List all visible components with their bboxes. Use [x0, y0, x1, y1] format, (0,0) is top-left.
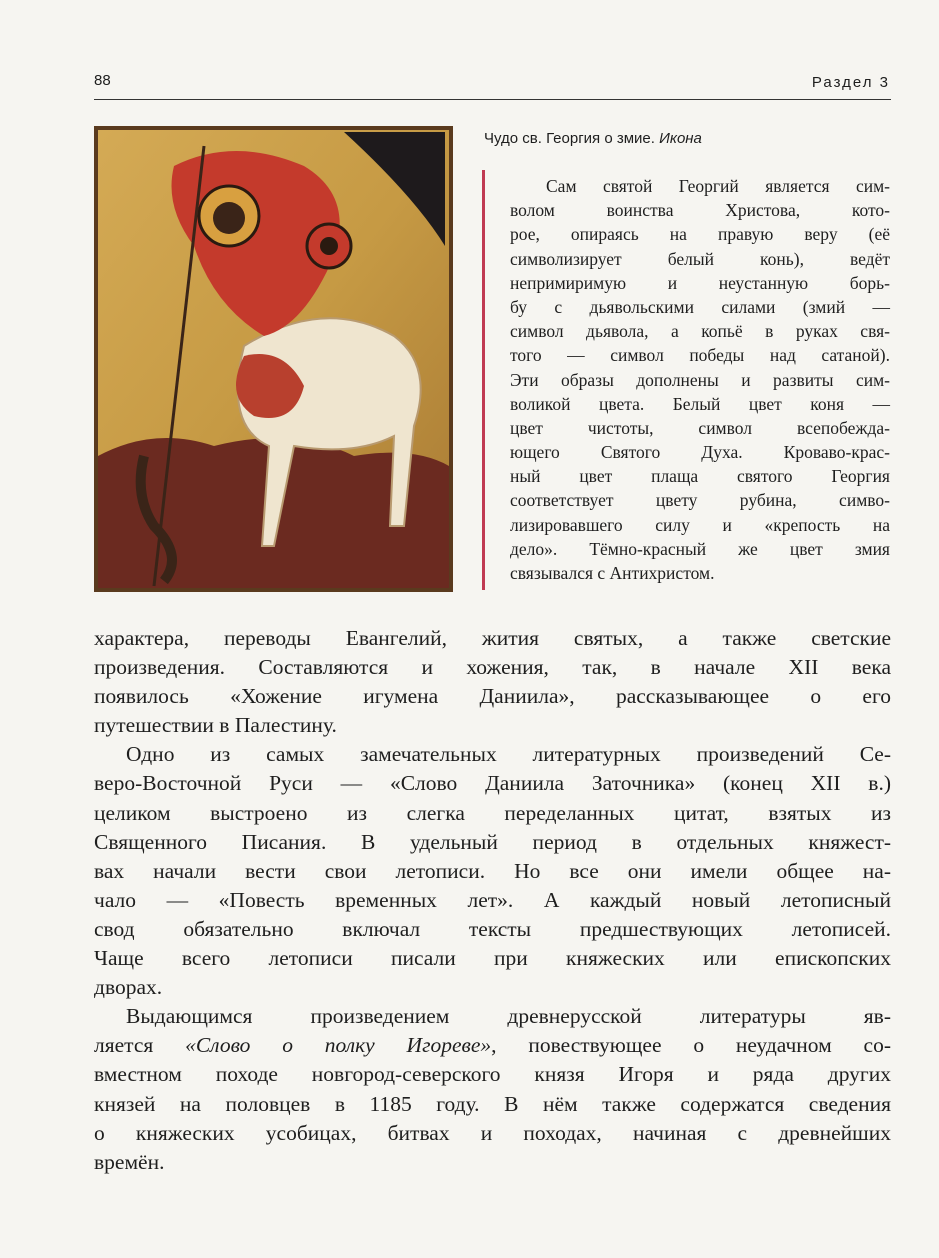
work-title: «Слово о полку Игореве» [185, 1033, 492, 1058]
section-label: Раздел 3 [811, 74, 890, 91]
body-line: появилось «Хожение игумена Даниила», рассказывающее о его [94, 684, 891, 709]
body-line: Одно из самых замечательных литературных произведений Се- [126, 742, 891, 767]
saint-head [213, 202, 245, 234]
sidebar-line: Сам святой Георгий является сим- [546, 176, 890, 196]
body-line: времён. [94, 1149, 165, 1174]
sidebar-line: символизирует белый конь), ведёт [510, 248, 890, 269]
header-rule [94, 99, 891, 100]
sidebar-line: лизировавшего силу и «крепость на [510, 514, 890, 535]
body-line: о княжеских усобицах, битвах и походах, начиная с древнейших [94, 1120, 891, 1145]
body-line-rest: , повествующее о неудачном со- [491, 1033, 891, 1058]
sidebar-line: ющего Святого Духа. Кроваво-крас- [510, 442, 890, 463]
sidebar-line: непримиримую и неустанную борь- [510, 272, 890, 293]
sidebar-line: символ дьявола, а копьё в руках свя- [510, 321, 890, 342]
sidebar-line: дело». Тёмно-красный же цвет змия [510, 538, 890, 559]
body-line-italic-title [94, 1031, 891, 1060]
body-line: целиком выстроено из слегка переделанных цитат, взятых из [94, 800, 891, 825]
page-header [94, 66, 890, 98]
body-line: веро-Восточной Руси — «Слово Даниила Заточника» (конец XII в.) [94, 771, 891, 796]
sidebar-text [510, 174, 890, 585]
body-line: путешествии в Палестину. [94, 713, 337, 738]
sidebar-line: ный цвет плаща святого Георгия [510, 466, 890, 487]
sidebar-line: Эти образы дополнены и развиты сим- [510, 369, 890, 390]
caption-type: Икона [659, 130, 702, 147]
sidebar-line: того — символ победы над сатаной). [510, 345, 890, 366]
caption-title: Чудо св. Георгия о змие. [484, 130, 655, 147]
body-line: произведения. Составляются и хожения, так, в начале XII века [94, 655, 891, 680]
sidebar-line: связывался с Антихристом. [510, 563, 715, 583]
sidebar-line: воликой цвета. Белый цвет коня — [510, 393, 890, 414]
sidebar-line: бу с дьявольскими силами (змий — [510, 296, 890, 317]
body-line: Выдающимся произведением древнерусской литературы яв- [126, 1004, 891, 1029]
body-line: князей на половцев в 1185 году. В нём также содержатся сведения [94, 1091, 891, 1116]
body-line: характера, переводы Евангелий, жития святых, а также светские [94, 626, 891, 650]
sidebar-rule [482, 170, 485, 590]
sidebar-line: рое, опираясь на правую веру (её [510, 224, 890, 245]
icon-illustration [94, 126, 453, 592]
body-line: вместном походе новгород-северского князя Игоря и ряда других [94, 1062, 891, 1087]
body-line-lead: ляется [94, 1033, 186, 1058]
figure-caption [484, 130, 702, 147]
body-line: Чаще всего летописи писали при княжеских или епископских [94, 946, 891, 971]
body-line: чало — «Повесть временных лет». А каждый новый летописный [94, 887, 891, 912]
page-number: 88 [94, 72, 111, 89]
sidebar-line: цвет чистоты, символ всепобежда- [510, 417, 890, 438]
main-text [94, 624, 891, 1177]
body-line: свод обязательно включал тексты предшествующих летописей. [94, 916, 891, 941]
body-line: Священного Писания. В удельный период в отдельных княжест- [94, 829, 891, 854]
body-line: вах начали вести свои летописи. Но все они имели общее на- [94, 858, 891, 883]
shield-boss [320, 237, 338, 255]
body-line: дворах. [94, 975, 163, 1000]
sidebar-line: волом воинства Христова, кото- [510, 200, 890, 221]
sidebar-line: соответствует цвету рубина, симво- [510, 490, 890, 511]
